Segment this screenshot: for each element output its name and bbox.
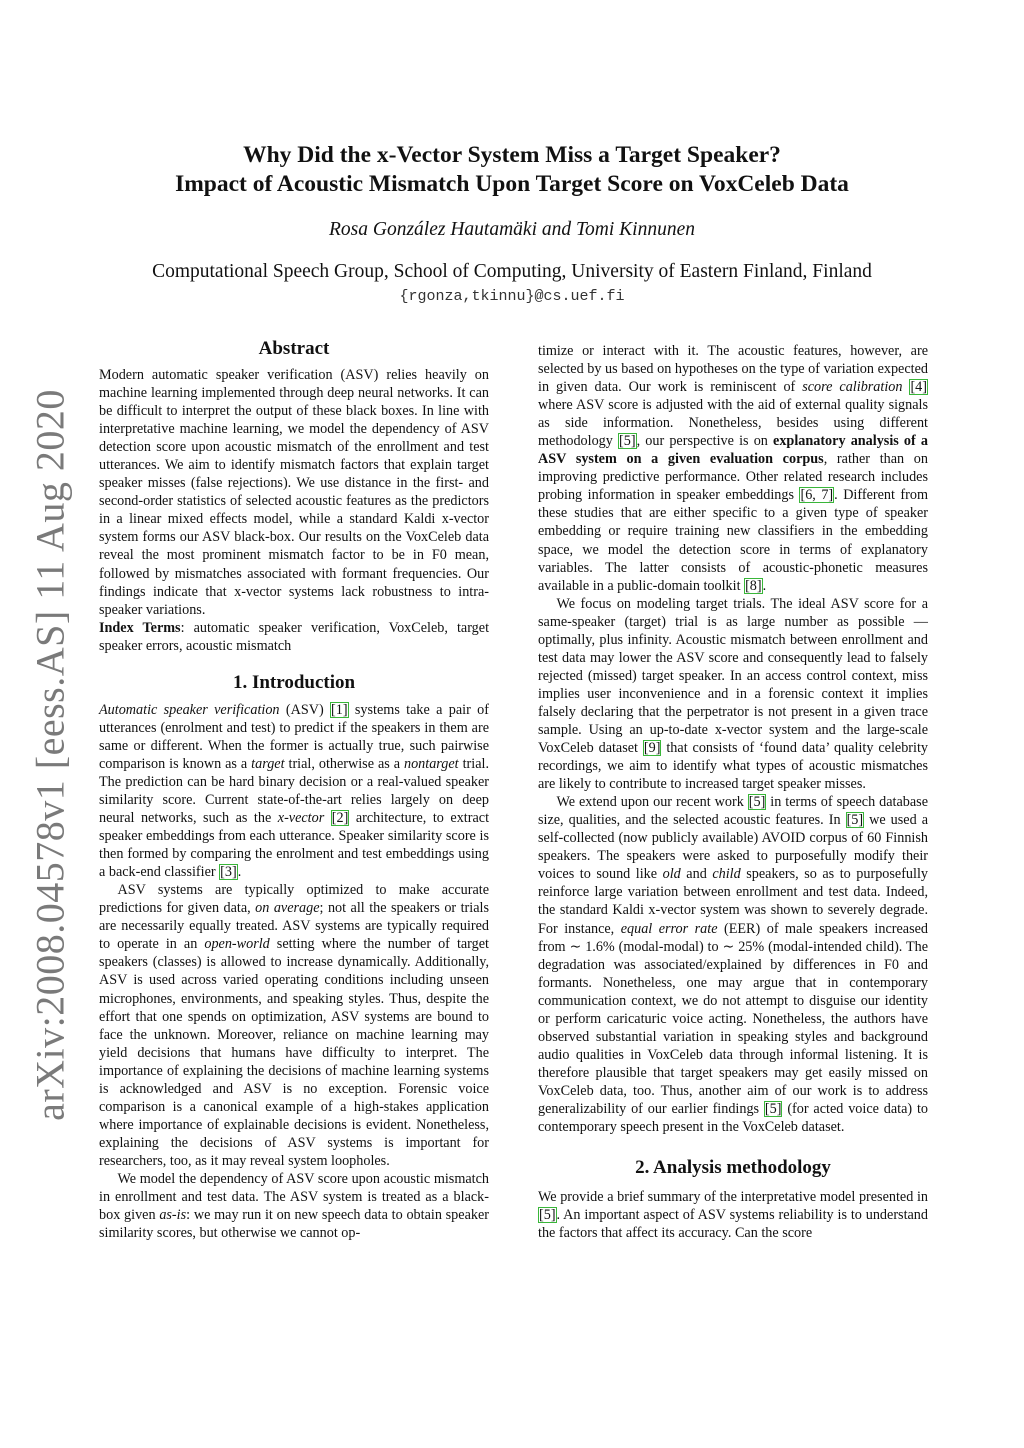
citation-link[interactable]: [1] [331, 701, 348, 718]
citation-link[interactable]: [5] [764, 1100, 782, 1117]
email: {rgonza,tkinnu}@cs.uef.fi [399, 288, 625, 305]
right-column [538, 342, 928, 1242]
intro-paragraph-1: Automatic speaker verification (ASV) [1] systems take a pair of utterances (enrolment and test) to predict if the speakers in them are same or different. When the former is actually true, such pairwise comparison is known as a target trial, otherwise as a nontarget trial. The prediction can be hard binary decision or a real-valued speaker similarity score. Current state-of-the-art relies largely on deep neural networks, such as the x-vector [2] architecture, to extract speaker embeddings from each utterance. Speaker similarity score is then formed by comparing the enrolment and test embeddings using a back-end classifier [3]. [99, 701, 490, 881]
citation-link[interactable]: [3] [220, 864, 237, 881]
intro-paragraph-3: We model the dependency of ASV score upon acoustic mismatch in enrollment and test data. The ASV system is treated as a black-box given as-is: we may run it on new speech data to obtain speaker similarity scores, but otherwise we cannot op- [99, 1170, 489, 1242]
citation-link[interactable]: [2] [331, 810, 349, 827]
abstract-heading: Abstract [258, 338, 330, 359]
citation-link[interactable]: [5] [846, 812, 864, 829]
arxiv-stamp: arXiv:2008.04578v1 [eess.AS] 11 Aug 2020 [27, 389, 73, 1121]
section-2-paragraph: We provide a brief summary of the interpretative model presented in [5]. An important aspect of ASV systems reliability is to understand the factors that affect its accuracy. Can the score [538, 1189, 928, 1242]
citation-link[interactable]: [6, 7] [800, 487, 834, 504]
citation-link[interactable]: [4] [910, 379, 927, 396]
authors: Rosa González Hautamäki and Tomi Kinnunen [329, 219, 695, 240]
citation-link[interactable]: [8] [745, 577, 762, 594]
index-terms: Index Terms: automatic speaker verification, VoxCeleb, target speaker errors, acoustic mismatch [99, 619, 490, 654]
citation-link[interactable]: [9] [643, 740, 661, 757]
right-paragraph-1: timize or interact with it. The acoustic features, however, are selected by us based on hypotheses on the type of variation expected in given data. Our work is reminiscent of score calibration [4] where ASV score is adjusted with the aid of external quality signals as side information. Nonetheless, besides using different methodology [5], our perspective is on explanatory analysis of a ASV system on a given evaluation corpus, rather than on improving predictive performance. Other related research includes probing information in speaker embeddings [6, 7]. Different from these studies that are either specific to a given type of speaker embedding or require training new classifiers in the embedding space, we model the detection score in terms of explanatory variables. The latter consists of acoustic-phonetic measures available in a public-domain toolkit [8]. [538, 343, 928, 594]
intro-heading: 1. Introduction [232, 671, 356, 693]
right-paragraph-2: We focus on modeling target trials. The ideal ASV score for a same-speaker (target) trial is as large number as possible — optimally, plus infinity. Acoustic mismatch between enrollment and test data may lower the ASV score and consequently lead to falsely rejected (missed) target speaker. In an access control context, miss implies user inconvenience and in a forensic context it implies falsely declaring that the perpetrator is not present in a given trace sample. Using an up-to-date x-vector system and the large-scale VoxCeleb dataset [9] that consists of ‘found data’ quality celebrity recordings, we aim to identify what types of acoustic mismatches are likely to contribute to increased target speaker misses. [538, 595, 928, 793]
paper-title-line-2: Impact of Acoustic Mismatch Upon Target Score on VoxCeleb Data [175, 171, 849, 197]
intro-paragraph-2: ASV systems are typically optimized to make accurate predictions for given data, on average; not all the speakers or trials are necessarily equally treated. ASV systems are typically required to operate in an open-world setting where the number of target speakers (classes) is allowed to increase dynamically. Additionally, ASV is used across varied operating conditions including unseen microphones, environments, and speaking styles. Thus, despite the effort that one spends on optimization, ASV systems are bound to face the unknown. Moreover, reliance on machine learning may yield decisions that humans have difficulty to interpret. The importance of explaining the decisions of machine learning systems is acknowledged and ASV is no exception. Forensic voice comparison is a canonical example of a high-stakes application where importance of explainable decisions is evident. Nonetheless, explaining the decisions of ASV systems is important for researchers, too, as it may reveal system loopholes. [99, 882, 489, 1169]
left-column [99, 337, 489, 1242]
affiliation: Computational Speech Group, School of Computing, University of Eastern Finland, Finland [152, 261, 872, 282]
section-2-heading: 2. Analysis methodology [635, 1157, 831, 1179]
abstract-body: Modern automatic speaker verification (ASV) relies heavily on machine learning implemented through deep neural networks. It can be difficult to interpret the output of these black boxes. In line with interpretative machine learning, we model the dependency of ASV detection score upon acoustic mismatch of the enrollment and test utterances. We aim to identify mismatch factors that explain target speaker misses (false rejections). We use distance in the first- and second-order statistics of selected acoustic features as the predictors in a linear mixed effects model, while a standard Kaldi x-vector system forms our ASV black-box. Our results on the VoxCeleb data reveal the most prominent mismatch factor to be in F0 mean, followed by mismatches associated with formant frequencies. Our findings indicate that x-vector systems lack robustness to intra-speaker variations. [99, 367, 489, 618]
citation-link[interactable]: [5] [539, 1207, 556, 1224]
paper-title-line-1: Why Did the x-Vector System Miss a Target Speaker? [243, 142, 781, 168]
citation-link[interactable]: [5] [748, 794, 766, 811]
citation-link[interactable]: [5] [619, 433, 636, 450]
right-paragraph-3: We extend upon our recent work [5] in terms of speech database size, qualities, and the selected acoustic features. In [5] we used a self-collected (now publicly available) AVOID corpus of 60 Finnish speakers. The speakers were asked to purposefully modify their voices to sound like old and child speakers, so as to purposefully reinforce large variation between enrollment and test data. Indeed, the standard Kaldi x-vector system was shown to severely degrade. For instance, equal error rate (EER) of male speakers increased from ∼ 1.6% (modal-modal) to ∼ 25% (modal-intended child). The degradation was associated/explained by differences in F0 and formants. Nonetheless, one may argue that in contemporary communication context, we do not attempt to disguise our identity or perform caricaturic voice acting. Nonetheless, the authors have observed substantial variation in speaking styles and background audio qualities in VoxCeleb data through informal listening. It is therefore plausible that target speakers may get easily missed on VoxCeleb data, too. Thus, another aim of our work is to address generalizability of our earlier findings [5] (for acted voice data) to contemporary speech present in the VoxCeleb dataset. [538, 794, 928, 1136]
